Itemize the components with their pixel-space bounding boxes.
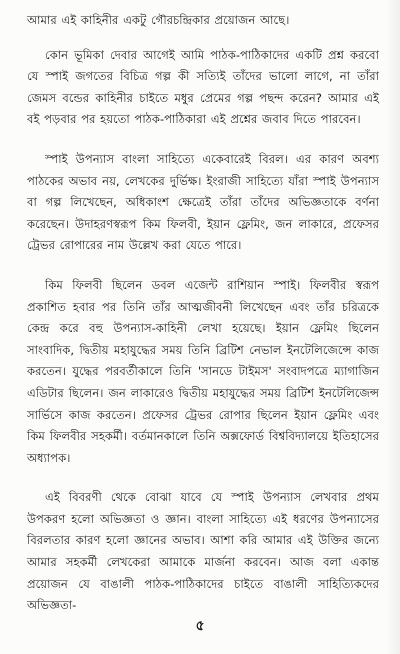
paragraph-question: কোন ভূমিকা দেবার আগেই আমি পাঠক-পাঠিকাদের একটি প্রশ্ন করবো যে স্পাই জগতের বিচিত্র গল্প কী সত্যিই তাঁদের ভালো লাগে, না তাঁরা জেমস বন্ডের কাহিনীর চাইতে মধুর প্রেমের গল্প পছন্দ করেন? আমার এই বই পড়বার পর হয়তো পাঠক-পাঠিকারা এই প্রশ্নের জবাব দিতে পারবেন। bbox=[27, 47, 379, 127]
paragraph-spy-novels: স্পাই উপন্যাস বাংলা সাহিত্যে একেবারেই বিরল। এর কারণ অবশ্য পাঠকের অভাব নয়, লেখকের দুর্ভিক্ষ। ইংরাজী সাহিত্যে যাঁরা স্পাই উপন্যাস বা গল্প লিখেছেন, অধিকাংশ ক্ষেত্রেই তাঁরা তাঁদের অভিজ্ঞতাকে বর্ণনা করেছেন। উদাহরণস্বরূপ কিম ফিলবী, ইয়ান ফ্লেমিং, জন লাকারে, প্রফেসর ট্রেভর রোপারের নাম উল্লেখ করা যেতে পারে। bbox=[27, 151, 379, 253]
page-number: ৫ bbox=[195, 618, 205, 634]
body-text bbox=[27, 10, 379, 635]
paragraph-authors: কিম ফিলবী ছিলেন ডবল এজেন্ট রাশিয়ান স্পাই। ফিলবীর স্বরূপ প্রকাশিত হবার পর তিনি তাঁর আত্মজীবনী লিখেছেন এবং তাঁর চরিত্রকে কেন্দ্র করে বহু উপন্যাস-কাহিনী লেখা হয়েছে। ইয়ান ফ্লেমিং ছিলেন সাংবাদিক, দ্বিতীয় মহাযুদ্ধের সময় তিনি ব্রিটিশ নেভাল ইনটেলিজেন্সে কাজ করতেন। যুদ্ধের পরবর্তীকালে তিনি 'সানডে টাইমস' সংবাদপত্রে ম্যাগাজিন এডিটার ছিলেন। জন লাকারেও দ্বিতীয় মহাযুদ্ধের সময় ব্রিটিশ ইনটেলিজেন্স সার্ভিসে কাজ করতেন। প্রফেসর ট্রেভর রোপার ছিলেন ইয়ান ফ্লেমিং এবং কিম ফিলবীর সহকর্মী। বর্তমানকালে তিনি অক্সফোর্ড বিশ্ববিদ্যালয়ে ইতিহাসের অধ্যাপক। bbox=[27, 277, 379, 465]
page-edge-shadow bbox=[386, 0, 400, 654]
paragraph-conclusion: এই বিবরণী থেকে বোঝা যাবে যে স্পাই উপন্যাস লেখবার প্রথম উপকরণ হলো অভিজ্ঞতা ও জ্ঞান। বাংলা সাহিত্যে এই ধরণের উপন্যাসের বিরলতার কারণ হলো জ্ঞানের অভাব। আশা করি আমার এই উক্তির জন্যে আমার সহকর্মী লেখকেরা আমাকে মার্জনা করবেন। আজ বলা একান্ত প্রয়োজন যে বাঙালী পাঠক-পাঠিকাদের চাইতে বাঙালী সাহিত্যিকদের অভিজ্ঞতা- bbox=[27, 490, 379, 613]
paragraph-intro: আমার এই কাহিনীর একটু গৌরচন্দ্রিকার প্রয়োজন আছে। bbox=[27, 13, 290, 27]
